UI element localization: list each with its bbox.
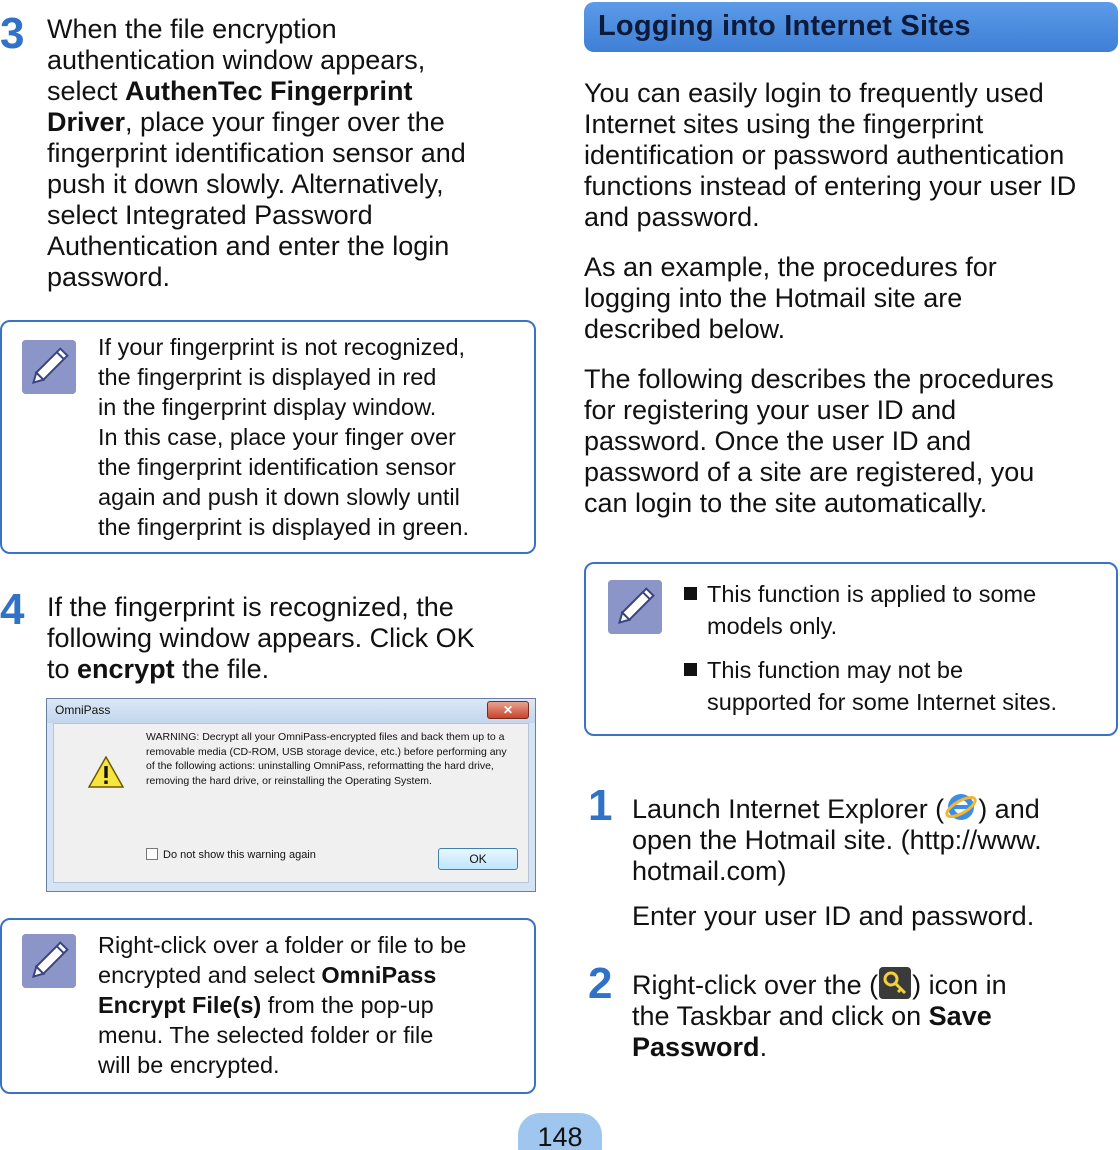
step-text: When the file encryption authentication window appears, select AuthenTec Fingerprint Driver, place your finger over the fingerprint identification sensor and push it down slowly. Alternatively, select Integrated Password Authentication and enter the login password. [47,14,466,292]
step-number: 4 [0,585,25,634]
warning-icon [88,756,124,788]
note-box-fingerprint-not-recognized [0,320,536,554]
bullet-square-icon [684,663,697,676]
note-text: Right-click over a folder or file to be encrypted and select OmniPass Encrypt File(s) from the pop-up menu. The selected folder or file will be encrypted. [98,932,467,1078]
bullet-square-icon [684,587,697,600]
procedure-paragraph: The following describes the procedures for registering your user ID and password. Once the user ID and password of a site are registered, you can login to the site automatically. [584,364,1054,518]
checkbox-icon[interactable] [146,848,158,860]
ok-button[interactable]: OK [438,848,518,870]
intro-paragraph: You can easily login to frequently used Internet sites using the fingerprint identification or password authentication functions instead of entering your user ID and password. [584,78,1077,232]
omnipass-key-icon [878,966,912,1000]
dialog-message: WARNING: Decrypt all your OmniPass-encrypted files and back them up to a removable media (CD-ROM, USB storage device, etc.) before performing any of the following actions: uninstalling OmniPass, reformatting the hard drive, removing the hard drive, or reinstalling the Operating System. [146,731,507,787]
note-pencil-icon [22,934,76,988]
note-pencil-icon [22,340,76,394]
step-number: 3 [0,9,25,58]
dialog-titlebar [47,699,535,723]
step-number: 1 [588,781,613,830]
step-text: If the fingerprint is recognized, the following window appears. Click OK to encrypt the file. [47,592,475,684]
note-text: If your fingerprint is not recognized, the fingerprint is displayed in red in the fingerprint display window. In this case, place your finger over the fingerprint identification sensor again and push it down slowly until the fingerprint is displayed in green. [98,334,469,540]
step-text: Right-click over the ( ) icon in the Taskbar and click on Save Password. [632,966,1120,1063]
step-number: 2 [588,959,613,1008]
step-1 [584,781,1120,936]
note-box-function-availability [584,562,1118,736]
dialog-body [53,723,529,883]
step-2 [584,959,1120,1074]
step-text: Launch Internet Explorer ( ) and open the Hotmail site. (http://www. hotmail.com) Enter your user ID and password. [632,790,1120,932]
bullet-item: This function may not be supported for some Internet sites. [684,654,1114,718]
note-pencil-icon [608,580,662,634]
step-4 [0,585,540,690]
dialog-title: OmniPass [55,703,111,717]
close-button[interactable]: ✕ [487,701,529,719]
page-number: 148 [537,1122,583,1150]
example-paragraph: As an example, the procedures for logging into the Hotmail site are described below. [584,252,997,344]
note-box-omnipass-encrypt [0,918,536,1094]
section-title: Logging into Internet Sites [598,10,971,42]
omnipass-warning-dialog [46,698,536,892]
bullet-item: This function is applied to some models only. [684,578,1114,642]
dont-show-again-checkbox[interactable]: Do not show this warning again [146,848,316,861]
section-header [584,2,1118,52]
step-3 [0,9,540,304]
internet-explorer-icon [944,790,978,824]
